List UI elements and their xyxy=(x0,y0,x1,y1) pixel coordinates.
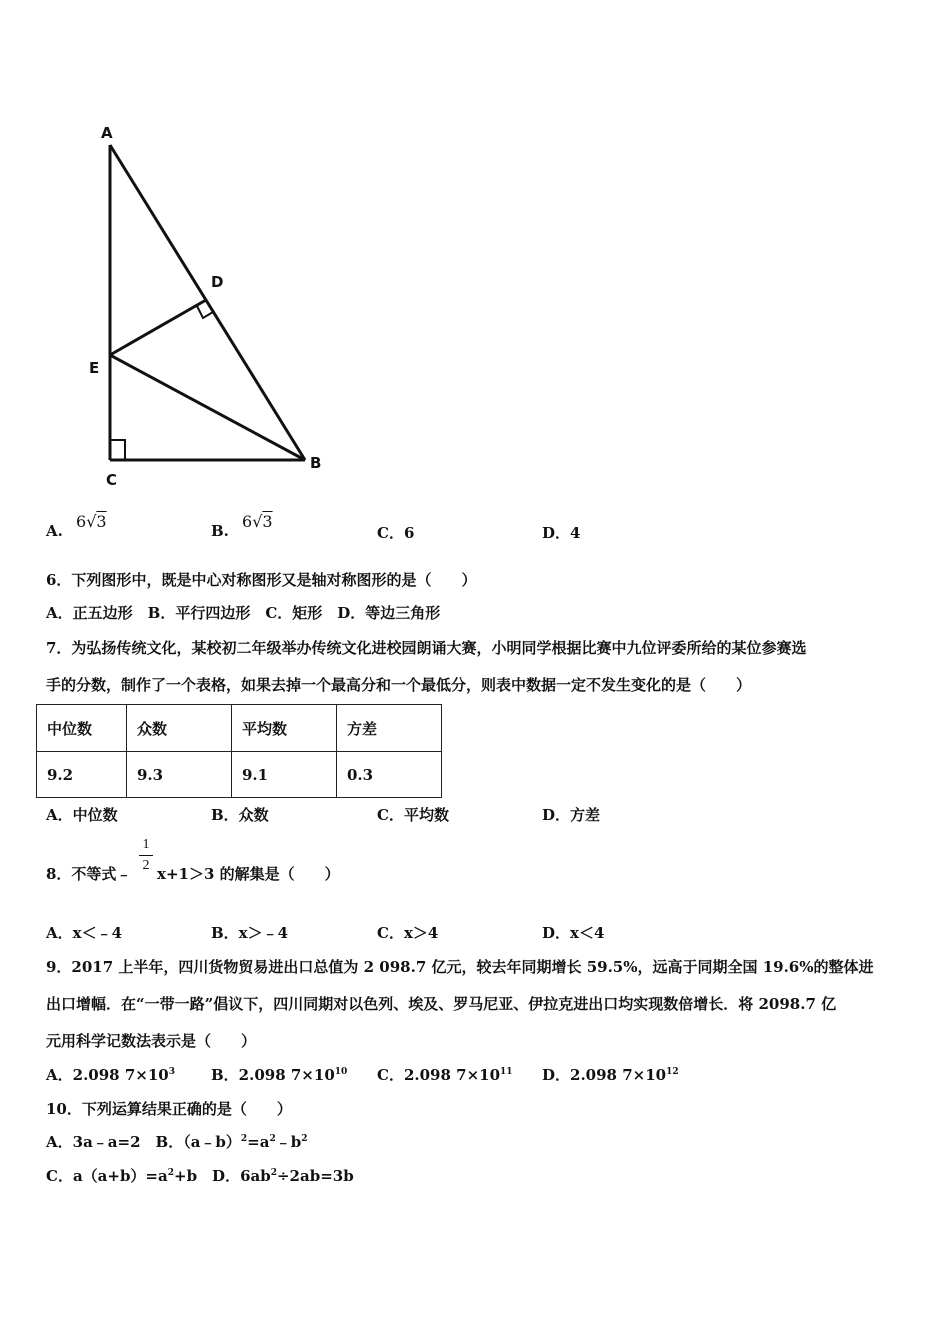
table-value-mode: 9.3 xyxy=(127,752,232,798)
table-header-variance: 方差 xyxy=(337,705,442,752)
q8-fraction xyxy=(139,837,153,874)
q8-fraction-denominator: 2 xyxy=(142,858,150,873)
table-header-row xyxy=(37,705,442,752)
q5-option-b-value: 6√3 xyxy=(242,512,273,531)
q6-stem: 6．下列图形中，既是中心对称图形又是轴对称图形的是（ ） xyxy=(46,571,477,589)
q10-options-line2: C．$a(a+b)=a^2+b$ D．$6ab^2\div 2ab=3b$ xyxy=(46,1167,354,1185)
q9-option-b: B．2.098 $7\times 10^{10}$ xyxy=(211,1066,348,1084)
q8-option-b: B．x＞﹣4 xyxy=(211,924,289,942)
q7-option-b: B．众数 xyxy=(211,806,269,824)
table-header-median: 中位数 xyxy=(37,705,127,752)
q9-option-d: D．2.098 $7\times 10^{12}$ xyxy=(542,1066,679,1084)
q10-options-line1: A．3a﹣a=2 B．$(a﹣b)^2=a^2﹣b^2$ xyxy=(46,1133,308,1151)
label-c: C xyxy=(106,471,118,489)
q5-option-a-value: 6√3 xyxy=(76,512,107,531)
q5-option-a: A. xyxy=(46,522,63,540)
q7-option-a: A．中位数 xyxy=(46,806,118,824)
table-value-mean: 9.1 xyxy=(232,752,337,798)
q9-stem-line3: 元用科学记数法表示是（ ） xyxy=(46,1032,257,1050)
q9-option-a: A．2.098 $7\times 10^3$ xyxy=(46,1066,175,1084)
fraction-bar xyxy=(139,855,153,856)
segment-ed xyxy=(110,300,206,355)
table-value-row xyxy=(37,752,442,798)
q7-option-c: C．平均数 xyxy=(377,806,449,824)
triangle-figure xyxy=(80,115,340,495)
q7-option-d: D．方差 xyxy=(542,806,601,824)
q7-stem-line1: 7．为弘扬传统文化，某校初二年级举办传统文化进校园朗诵大赛，小明同学根据比赛中九位评委所给的某位参赛选 xyxy=(46,639,807,657)
q5-option-b: B. xyxy=(211,522,229,540)
table-header-mode: 众数 xyxy=(127,705,232,752)
q9-stem-line1: 9．2017 上半年，四川货物贸易进出口总值为 2 098.7 亿元，较去年同期增长 59.5%，远高于同期全国 19.6%的整体进 xyxy=(46,958,874,976)
right-angle-c xyxy=(110,440,125,460)
table-value-variance: 0.3 xyxy=(337,752,442,798)
q7-stem-line2: 手的分数，制作了一个表格，如果去掉一个最高分和一个最低分，则表中数据一定不发生变化的是（ ） xyxy=(46,676,752,694)
q9-option-c: C．2.098 $7\times 10^{11}$ xyxy=(377,1066,513,1084)
label-a: A xyxy=(101,124,113,142)
segment-ab xyxy=(110,145,305,460)
q10-stem: 10．下列运算结果正确的是（ ） xyxy=(46,1100,292,1118)
q5-option-c: C．6 xyxy=(377,524,415,542)
q9-stem-line2: 出口增幅．在“一带一路”倡议下，四川同期对以色列、埃及、罗马尼亚、伊拉克进出口均实现数倍增长．将 2098.7 亿 xyxy=(46,995,837,1013)
q6-options: A．正五边形 B．平行四边形 C．矩形 D．等边三角形 xyxy=(46,604,441,622)
table-value-median: 9.2 xyxy=(37,752,127,798)
q5-option-d: D．4 xyxy=(542,524,581,542)
q8-stem-suffix: x+1＞3 的解集是（ ） xyxy=(157,865,340,883)
label-b: B xyxy=(310,454,322,472)
q8-stem-prefix: 8．不等式﹣ xyxy=(46,865,132,883)
q8-fraction-numerator: 1 xyxy=(142,837,150,852)
label-d: D xyxy=(211,273,224,291)
q7-data-table xyxy=(36,704,442,798)
segment-eb xyxy=(110,355,305,460)
label-e: E xyxy=(89,359,100,377)
q8-option-d: D．x＜4 xyxy=(542,924,605,942)
q8-option-a: A．x＜﹣4 xyxy=(46,924,123,942)
table-header-mean: 平均数 xyxy=(232,705,337,752)
q8-option-c: C．x＞4 xyxy=(377,924,439,942)
